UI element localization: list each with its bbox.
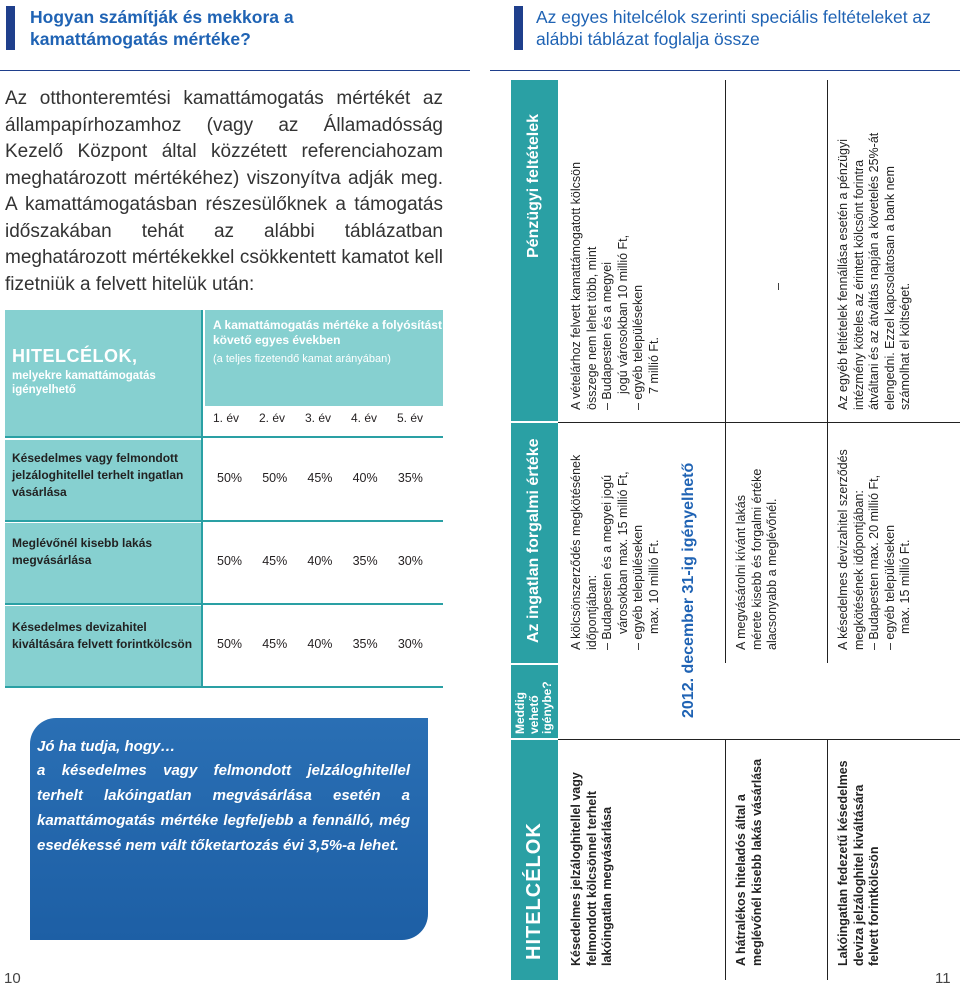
right-header-divider (490, 70, 960, 71)
goals-header-subtitle: melyekre kamattámogatás igényelhető (12, 370, 156, 396)
table-line (827, 80, 828, 663)
rate-value: 50% (262, 471, 288, 485)
year-label: 1. év (213, 411, 240, 425)
goal-row-label: Késedelmes vagy felmondott jelzáloghitellel terhelt ingatlan vásárlása (5, 440, 201, 520)
page-number-left: 10 (4, 970, 21, 987)
table-line (558, 739, 960, 740)
rate-value: 35% (352, 637, 378, 651)
value-line: A megvásárolni kívánt lakás (734, 495, 748, 650)
rate-value: 40% (352, 471, 378, 485)
page-number-right: 11 (935, 970, 951, 987)
goals-col-header: HITELCÉLOK (511, 740, 558, 980)
financial-line: A vételárhoz felvett kamattámogatott kölcsön (569, 161, 583, 410)
rate-value: 45% (307, 471, 333, 485)
financial-line: intézmény köteles az érintett kölcsönt forintra (851, 159, 866, 410)
value-line: – Budapesten és a megyei jogú (600, 474, 614, 650)
rate-value: 50% (217, 554, 243, 568)
rate-header-subtitle: (a teljes fizetendő kamat arányában) (213, 353, 391, 365)
table-divider (5, 436, 443, 438)
value-line: max. 10 millió Ft. (646, 539, 661, 634)
rate-values-row (205, 471, 443, 485)
rate-value: 45% (262, 554, 288, 568)
rate-value: 35% (352, 554, 378, 568)
rate-value: 30% (397, 637, 423, 651)
goal-row-label: Késedelmes devizahitel kiváltására felvett forintkölcsön (5, 606, 201, 686)
year-label: 5. év (397, 411, 424, 425)
rate-value: 40% (307, 554, 333, 568)
goals-header-cell (5, 310, 201, 438)
table-divider (5, 686, 443, 688)
financial-col-header: Pénzügyi feltételek (511, 80, 558, 421)
financial-line: – egyéb településeken (631, 284, 645, 410)
right-page-heading: Az egyes hitelcélok szerinti speciális feltételeket az alábbi táblázat foglalja össze (536, 7, 931, 49)
financial-cell (569, 85, 662, 410)
rate-value: 40% (307, 637, 333, 651)
value-line: időpontjában: (584, 574, 599, 650)
goal-cell: Lakóingatlan fedezetű késedelmes deviza jelzáloghitel kiváltására felvett forintkölcsön (836, 760, 881, 966)
table-line (827, 740, 828, 980)
financial-line: – (771, 283, 785, 290)
value-cell (734, 425, 781, 650)
value-line: alacsonyabb a meglévőnél. (765, 498, 779, 650)
left-header-divider (0, 70, 470, 71)
goal-row-label: Meglévőnél kisebb lakás megvásárlása (5, 523, 201, 603)
goal-cell: A hátralékos hiteladós által a meglévőnél kisebb lakás vásárlása (734, 758, 764, 966)
value-line: – egyéb településeken (882, 524, 897, 650)
value-line: – egyéb településeken (631, 524, 645, 650)
value-cell (569, 425, 662, 650)
year-label: 2. év (259, 411, 286, 425)
financial-line: számolhat el költséget. (898, 282, 912, 410)
goals-header-title: HITELCÉLOK, (12, 346, 138, 366)
rate-values-row (205, 637, 443, 651)
value-line: A késedelmes devizahitel szerződés (836, 449, 850, 650)
until-col-header: Meddig vehető igénybe? (511, 665, 558, 738)
right-header-bar (514, 6, 523, 50)
value-line: mérete kisebb és forgalmi értéke (749, 468, 764, 650)
table-line (725, 740, 726, 980)
rate-value: 50% (217, 637, 243, 651)
table-column-divider (201, 310, 203, 688)
left-page-heading: Hogyan számítják és mekkora a kamattámogatás mértéke? (30, 7, 294, 49)
value-line: városokban max. 15 millió Ft, (615, 471, 630, 634)
rate-value: 50% (217, 471, 243, 485)
table-divider (5, 520, 443, 522)
value-col-header: Az ingatlan forgalmi értéke (511, 423, 558, 663)
goal-cell: Késedelmes jelzáloghitellel vagy felmondott kölcsönnel terhelt lakóingatlan megvásárlása (569, 772, 614, 966)
value-line: megkötésének időpontjában: (851, 490, 866, 650)
year-label: 4. év (351, 411, 378, 425)
note-body: a késedelmes vagy felmondott jelzáloghitellel terhelt lakóingatlan megvásárlása esetén a kamattámogatás mértéke legfeljebb a fennálló, még esedékessé nem vált tőketartozás évi 3,5%-a lehet. (37, 762, 410, 854)
rate-value: 35% (397, 471, 423, 485)
financial-line: átváltani és az átváltás napján a követelés 25%-át (867, 132, 881, 410)
financial-line: elengedni. Ezzel kapcsolatosan a bank nem (882, 166, 897, 410)
financial-line: Az egyéb feltételek fennállása esetén a pénzügyi (836, 138, 850, 410)
info-note-box (30, 718, 428, 940)
year-label: 3. év (305, 411, 332, 425)
financial-cell (836, 85, 914, 410)
table-divider (5, 603, 443, 605)
intro-paragraph: Az otthonteremtési kamattámogatás mértékét az állampapírhozamhoz (vagy az Államadósság Kezelő Központ által közzétett referenciahozam meghatározott mértékéhez) viszonyítva adják meg. A kamattámogatásban részesülőknek a támogatás időszakában tehát az alábbi táblázatban meghatározott mértékekkel csökkentett kamatot kell fizetniük a felvett hitelük után: (5, 88, 443, 295)
financial-line: összege nem lehet több, mint (584, 246, 599, 410)
financial-line: jogú városokban 10 millió Ft, (615, 234, 630, 394)
until-date: 2012. december 31-ig igényelhető (680, 462, 697, 718)
value-line: A kölcsönszerződés megkötésének (569, 454, 583, 650)
financial-line: – Budapesten és a megyei (600, 261, 614, 410)
value-line: – Budapesten max. 20 millió Ft, (867, 474, 881, 650)
rate-value: 45% (262, 637, 288, 651)
financial-cell (771, 190, 787, 290)
years-row (205, 406, 443, 434)
left-header-bar (6, 6, 15, 50)
table-line (558, 422, 960, 423)
rate-header-title: A kamattámogatás mértéke a folyósítást követő egyes években (213, 318, 442, 347)
table-line (725, 80, 726, 663)
rate-header-cell (205, 310, 443, 406)
note-title: Jó ha tudja, hogy… (37, 738, 176, 755)
conditions-table (511, 80, 960, 980)
value-cell (836, 425, 914, 650)
rate-value: 30% (397, 554, 423, 568)
rate-values-row (205, 554, 443, 568)
financial-line: 7 millió Ft. (646, 337, 661, 394)
value-line: max. 15 millió Ft. (898, 539, 912, 634)
